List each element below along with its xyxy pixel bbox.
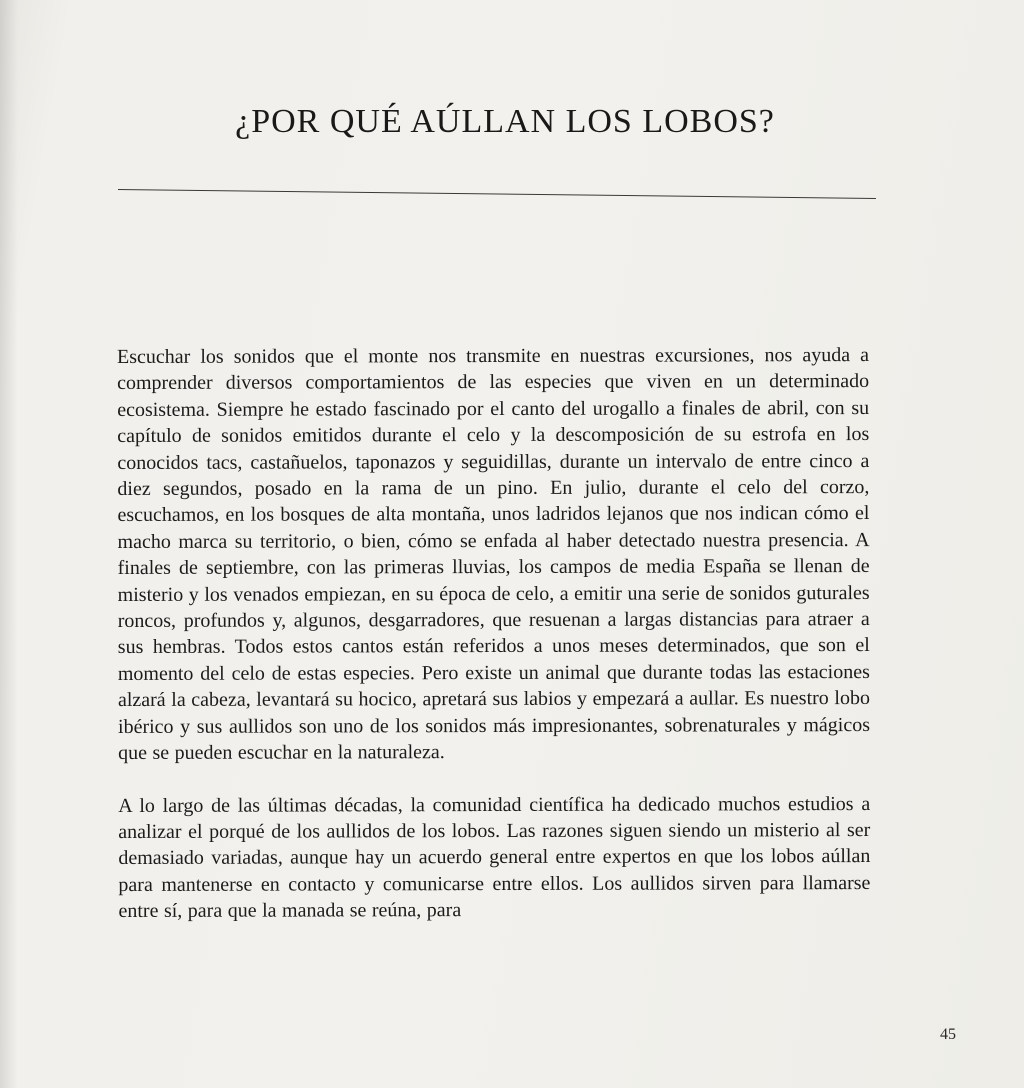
paragraph-1: Escuchar los sonidos que el monte nos transmite en nuestras excursiones, nos ayuda a comprender diversos comportamientos de las especies que viven en un determinado ecosistema. Siempre he estado fascinado por el canto del urogallo a finales de abril, con su capítulo de sonidos emitidos durante el celo y la descomposición de su estrofa en los conocidos tacs, castañuelos, taponazos y seguidillas, durante un intervalo de entre cinco a diez segundos, posado en la rama de un pino. En julio, durante el celo del corzo, escuchamos, en los bosques de alta montaña, unos ladridos lejanos que nos indican cómo el macho marca su territorio, o bien, cómo se enfada al haber detectado nuestra presencia. A finales de septiembre, con las primeras lluvias, los campos de media España se llenan de misterio y los venados empiezan, en su época de celo, a emitir una serie de sonidos guturales roncos, profundos y, algunos, desgarradores, que resuenan a largas distancias para atraer a sus hembras. Todos estos cantos están referidos a unos meses determinados, que son el momento del celo de estas especies. Pero existe un animal que durante todas las estaciones alzará la cabeza, levantará su hocico, apretará sus labios y empezará a aullar. Es nuestro lobo ibérico y sus aullidos son uno de los sonidos más impresionantes, sobrenaturales y mágicos que se pueden escuchar en la naturaleza. [117, 344, 871, 765]
page-number: 45 [940, 1026, 956, 1043]
gutter-shadow [0, 0, 18, 1088]
body-text [117, 342, 871, 924]
chapter-title: ¿POR QUÉ AÚLLAN LOS LOBOS? [235, 103, 775, 140]
title-rule [118, 189, 876, 199]
paragraph-2: A lo largo de las últimas décadas, la comunidad científica ha dedicado muchos estudios a analizar el porqué de los aullidos de los lobos. Las razones siguen siendo un misterio al ser demasiado variadas, aunque hay un acuerdo general entre expertos en que los lobos aúllan para mantenerse en contacto y comunicarse entre ellos. Los aullidos sirven para llamarse entre sí, para que la manada se reúna, para [118, 792, 871, 923]
